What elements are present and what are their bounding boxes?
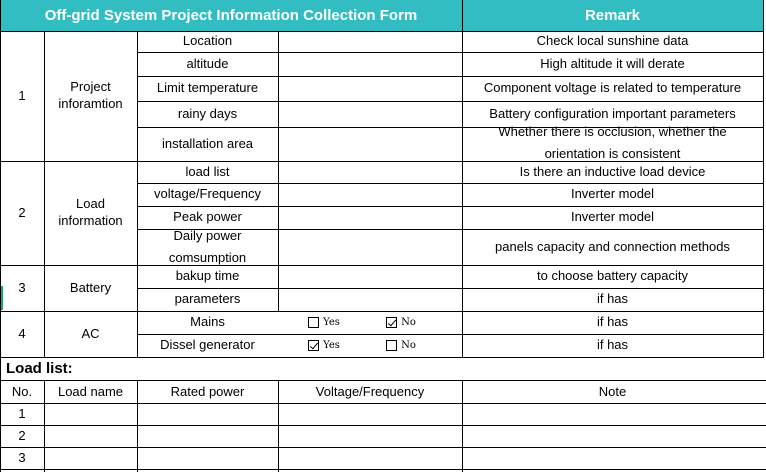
remark-cell: if has <box>596 337 629 353</box>
group-name: AC <box>81 325 100 341</box>
backup-time-input-cell[interactable] <box>278 265 462 288</box>
group-name: Load information <box>58 196 123 228</box>
item-cell: altitude <box>186 55 229 71</box>
remark-cell: Inverter model <box>570 209 655 225</box>
column-header: Rated power <box>170 383 245 399</box>
remark-cell: to choose battery capacity <box>536 268 689 284</box>
column-header: Load name <box>57 383 124 399</box>
remark-cell: Component voltage is related to temperature <box>483 80 742 96</box>
group-number: 4 <box>18 325 26 341</box>
mains-no-option[interactable] <box>370 311 432 334</box>
mains-yes-option[interactable] <box>278 311 370 334</box>
generator-yes-checkbox[interactable] <box>308 340 319 351</box>
column-header: Note <box>598 383 627 399</box>
item-cell: parameters <box>174 291 241 307</box>
item-cell: rainy days <box>177 105 238 121</box>
item-cell: load list <box>185 163 230 179</box>
checkbox-label: No <box>401 317 416 328</box>
temperature-input-cell[interactable] <box>278 76 462 101</box>
generator-no-option[interactable] <box>370 334 432 357</box>
item-cell: bakup time <box>175 268 240 284</box>
load-row-number: 1 <box>18 405 26 421</box>
load-list-title: Load list: <box>6 360 73 378</box>
column-header: Voltage/Frequency <box>315 383 425 399</box>
daily-consumption-input-cell[interactable] <box>278 229 462 265</box>
remark-cell: if has <box>596 291 629 307</box>
load-row-number: 2 <box>18 427 26 443</box>
rainy-days-input-cell[interactable] <box>278 101 462 127</box>
group-number: 1 <box>18 87 26 103</box>
remark-cell: panels capacity and connection methods <box>495 238 730 254</box>
remark-header: Remark <box>462 0 763 31</box>
remark-cell: Is there an inductive load device <box>519 163 706 179</box>
item-cell: voltage/Frequency <box>154 186 261 202</box>
remark-cell: Whether there is occlusion, whether the orientation is consistent <box>498 124 727 161</box>
group-number: 3 <box>18 279 26 295</box>
item-cell: Peak power <box>173 209 242 225</box>
group-number: 2 <box>18 204 26 220</box>
group-name: Battery <box>69 279 112 295</box>
item-cell: Mains <box>190 314 225 330</box>
mains-no-checkbox[interactable] <box>386 317 397 328</box>
installation-area-input-cell[interactable] <box>278 127 462 161</box>
checkbox-label: Yes <box>323 340 340 351</box>
checkbox-label: Yes <box>323 317 340 328</box>
item-cell: installation area <box>161 135 254 151</box>
peak-power-input-cell[interactable] <box>278 206 462 229</box>
mains-yes-checkbox[interactable] <box>308 317 319 328</box>
voltage-input-cell[interactable] <box>278 183 462 206</box>
load-list-input-cell[interactable] <box>278 161 462 183</box>
item-cell: Location <box>182 33 233 49</box>
row-selection-marker <box>0 286 3 310</box>
remark-cell: Battery configuration important parameters <box>489 105 736 121</box>
checkbox-label: No <box>401 340 416 351</box>
item-cell: Limit temperature <box>156 80 259 96</box>
form-title: Off-grid System Project Information Collection Form <box>0 0 462 31</box>
load-row-number: 3 <box>18 449 26 465</box>
column-header: No. <box>11 383 33 399</box>
remark-cell: High altitude it will derate <box>540 55 685 71</box>
item-cell: Daily power comsumption <box>168 228 247 265</box>
remark-cell: if has <box>596 314 629 330</box>
generator-no-checkbox[interactable] <box>386 340 397 351</box>
battery-parameters-input-cell[interactable] <box>278 288 462 311</box>
generator-yes-option[interactable] <box>278 334 370 357</box>
remark-cell: Check local sunshine data <box>536 33 689 49</box>
altitude-input-cell[interactable] <box>278 52 462 76</box>
location-input-cell[interactable] <box>278 31 462 52</box>
item-cell: Dissel generator <box>160 337 255 353</box>
remark-cell: Inverter model <box>570 186 655 202</box>
group-name: Project inforamtion <box>58 79 123 111</box>
